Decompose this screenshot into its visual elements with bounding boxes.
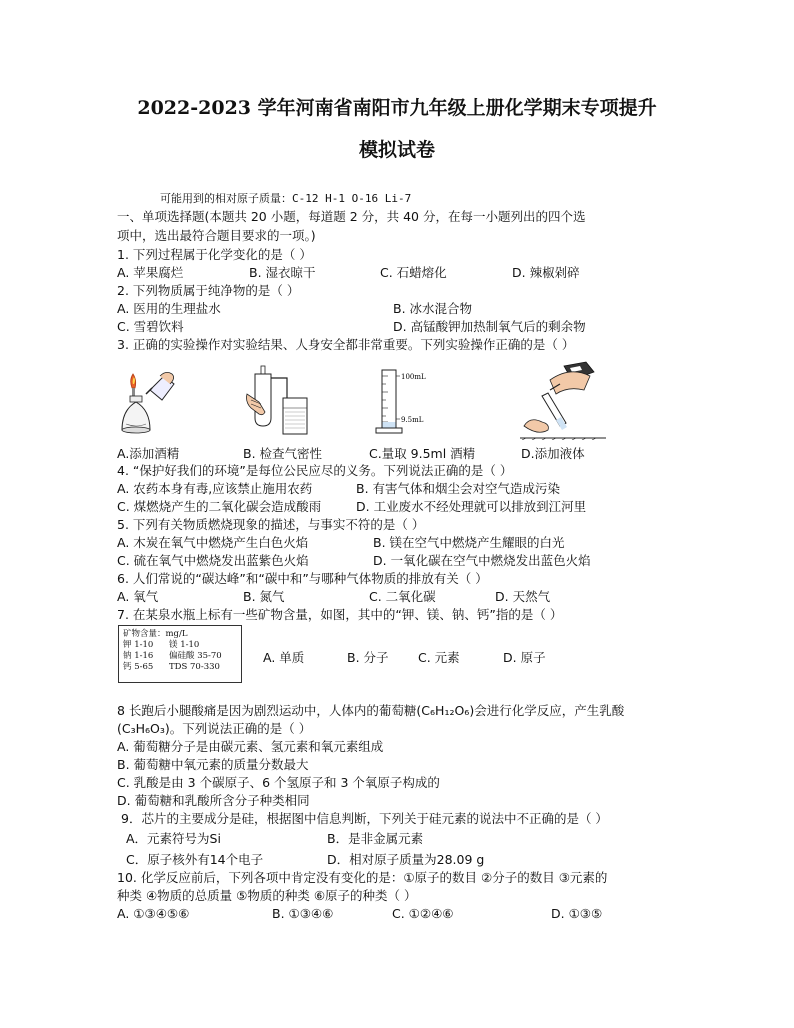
q3-option-b[interactable]: B. 检查气密性 — [243, 446, 323, 461]
cylinder-label-100ml: 100mL — [401, 373, 426, 381]
q10-option-d[interactable]: D. ①③⑤ — [551, 906, 603, 921]
q4-option-d[interactable]: D. 工业废水不经处理就可以排放到江河里 — [356, 499, 587, 514]
q3-option-c[interactable]: C.量取 9.5ml 酒精 — [369, 446, 476, 461]
q5-option-c[interactable]: C. 硫在氧气中燃烧发出蓝紫色火焰 — [117, 553, 309, 568]
q7-option-b[interactable]: B. 分子 — [347, 650, 389, 665]
q8-option-b[interactable]: B. 葡萄糖中氧元素的质量分数最大 — [117, 757, 309, 772]
graduated-cylinder-figure — [370, 366, 436, 438]
q10-stem: 10. 化学反应前后，下列各项中肯定没有变化的是：①原子的数目 ②分子的数目 ③元素的 — [117, 870, 608, 885]
q9-option-d[interactable]: D．相对原子质量为28.09 g — [327, 852, 485, 867]
q8-stem-cont: (C₃H₆O₃)。下列说法正确的是（ ） — [117, 721, 312, 736]
section-heading-cont: 项中，选出最符合题目要求的一项。) — [117, 228, 316, 243]
q7-stem: 7. 在某泉水瓶上标有一些矿物含量，如图，其中的“钾、镁、钠、钙”指的是（ ） — [117, 607, 563, 622]
mineral-cell: 镁 1-10 — [169, 640, 200, 650]
q10-stem-cont: 种类 ④物质的总质量 ⑤物质的种类 ⑥原子的种类（ ） — [117, 888, 417, 903]
q1-option-a[interactable]: A. 苹果腐烂 — [117, 265, 184, 280]
mineral-cell: 钙 5-65 — [123, 662, 154, 672]
q6-option-c[interactable]: C. 二氧化碳 — [369, 589, 436, 604]
q8-option-d[interactable]: D. 葡萄糖和乳酸所含分子种类相同 — [117, 793, 310, 808]
q6-option-d[interactable]: D. 天然气 — [495, 589, 551, 604]
q2-option-d[interactable]: D. 高锰酸钾加热制氧气后的剩余物 — [393, 319, 586, 334]
q6-stem: 6. 人们常说的“碳达峰”和“碳中和”与哪种气体物质的排放有关（ ） — [117, 571, 488, 586]
q10-option-a[interactable]: A. ①③④⑤⑥ — [117, 906, 190, 921]
q2-option-b[interactable]: B. 冰水混合物 — [393, 301, 473, 316]
q3-stem: 3. 正确的实验操作对实验结果、人身安全都非常重要。下列实验操作正确的是（ ） — [117, 337, 575, 352]
q6-option-b[interactable]: B. 氮气 — [243, 589, 285, 604]
q10-option-c[interactable]: C. ①②④⑥ — [392, 906, 454, 921]
page-subtitle: 模拟试卷 — [358, 139, 435, 161]
q7-option-d[interactable]: D. 原子 — [503, 650, 546, 665]
q5-option-a[interactable]: A. 木炭在氧气中燃烧产生白色火焰 — [117, 535, 309, 550]
q4-option-a[interactable]: A. 农药本身有毒,应该禁止施用农药 — [117, 481, 313, 496]
cylinder-label-9-5ml: 9.5mL — [401, 416, 424, 424]
q3-option-a[interactable]: A.添加酒精 — [117, 446, 180, 461]
q1-option-d[interactable]: D. 辣椒剁碎 — [512, 265, 580, 280]
mineral-cell: 钠 1-16 — [123, 651, 154, 661]
q2-stem: 2. 下列物质属于纯净物的是（ ） — [117, 283, 300, 298]
q8-option-a[interactable]: A. 葡萄糖分子是由碳元素、氢元素和氧元素组成 — [117, 739, 384, 754]
q6-option-a[interactable]: A. 氧气 — [117, 589, 159, 604]
q1-stem: 1. 下列过程属于化学变化的是（ ） — [117, 247, 312, 262]
mineral-cell: 钾 1-10 — [123, 640, 154, 650]
q3-option-d[interactable]: D.添加液体 — [521, 446, 585, 461]
q9-option-c[interactable]: C．原子核外有14个电子 — [126, 852, 264, 867]
q1-option-b[interactable]: B. 湿衣晾干 — [249, 265, 316, 280]
atomic-masses: 可能用到的相对原子质量：C-12 H-1 O-16 Li-7 — [160, 192, 412, 205]
mineral-content-label — [118, 625, 242, 683]
page-title: 2022-2023 学年河南省南阳市九年级上册化学期末专项提升 — [137, 97, 657, 119]
q9-stem: 9．芯片的主要成分是硅，根据图中信息判断，下列关于硅元素的说法中不正确的是（ ） — [121, 811, 608, 826]
section-heading: 一、单项选择题(本题共 20 小题，每道题 2 分，共 40 分，在每一小题列出的四个选 — [117, 209, 586, 224]
airtightness-figure — [243, 364, 313, 438]
q10-option-b[interactable]: B. ①③④⑥ — [272, 906, 334, 921]
mineral-cell: 偏硅酸 35-70 — [169, 651, 222, 661]
q8-stem: 8 长跑后小腿酸痛是因为剧烈运动中，人体内的葡萄糖(C₆H₁₂O₆)会进行化学反应，产生乳酸 — [117, 703, 625, 718]
alcohol-lamp-figure — [118, 362, 182, 442]
q7-option-a[interactable]: A. 单质 — [263, 650, 305, 665]
q5-option-d[interactable]: D. 一氧化碳在空气中燃烧发出蓝色火焰 — [373, 553, 591, 568]
q8-option-c[interactable]: C. 乳酸是由 3 个碳原子、6 个氢原子和 3 个氧原子构成的 — [117, 775, 440, 790]
q5-stem: 5. 下列有关物质燃烧现象的描述，与事实不符的是（ ） — [117, 517, 425, 532]
q4-option-b[interactable]: B. 有害气体和烟尘会对空气造成污染 — [356, 481, 561, 496]
q1-option-c[interactable]: C. 石蜡熔化 — [380, 265, 447, 280]
adding-liquid-figure — [520, 360, 606, 440]
q7-option-c[interactable]: C. 元素 — [418, 650, 460, 665]
mineral-cell: TDS 70-330 — [169, 662, 220, 672]
q4-option-c[interactable]: C. 煤燃烧产生的二氧化碳会造成酸雨 — [117, 499, 322, 514]
q4-stem: 4. “保护好我们的环境”是每位公民应尽的义务。下列说法正确的是（ ） — [117, 463, 513, 478]
mineral-header: 矿物含量：mg/L — [123, 629, 188, 639]
q2-option-a[interactable]: A. 医用的生理盐水 — [117, 301, 221, 316]
q2-option-c[interactable]: C. 雪碧饮料 — [117, 319, 184, 334]
q9-option-b[interactable]: B．是非金属元素 — [327, 831, 424, 846]
q5-option-b[interactable]: B. 镁在空气中燃烧产生耀眼的白光 — [373, 535, 565, 550]
q9-option-a[interactable]: A．元素符号为Si — [126, 831, 221, 846]
